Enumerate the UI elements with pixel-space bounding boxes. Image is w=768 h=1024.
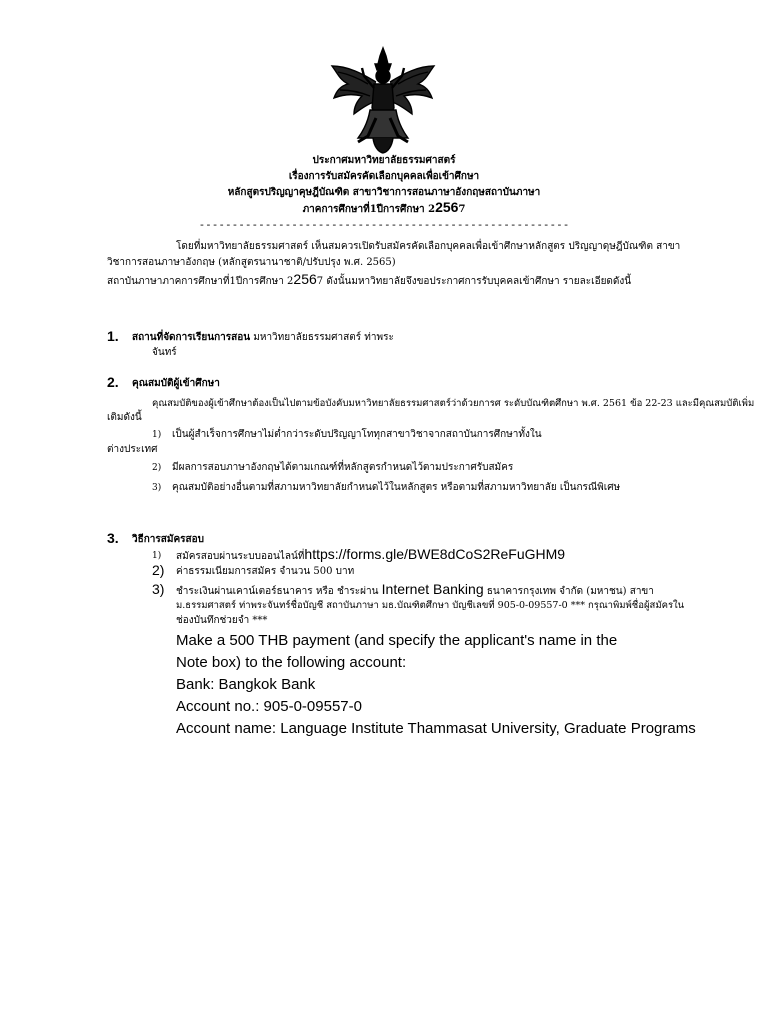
method-3-line-3: ช่องบันทึกช่วยจำ *** (176, 615, 268, 626)
qualification-3-number: 3) (152, 483, 162, 493)
section-1-continued: จันทร์ (152, 347, 177, 358)
program-title: หลักสูตรปริญญาคุษฎีบัณฑิต สาขาวิชาการสอนภาษาอังกฤษสถาบันภาษา (227, 187, 541, 198)
method-3-line-1: ชำระเงินผ่านเคาน์เตอร์ธนาคาร หรือ ชำระผ่าน Internet Banking ธนาคารกรุงเทพ จำกัด (มหาชน) สาขา (176, 581, 654, 597)
intro-line-3: สถาบันภาษาภาคการศึกษาที่1ปีการศึกษา 22567 ดังนั้นมหาวิทยาลัยจึงขอประกาศการรับบุคคลเข้าศึกษา รายละเอียดดังนี้ (107, 271, 632, 287)
intro-line-1: โดยที่มหาวิทยาลัยธรรมศาสตร์ เห็นสมควรเปิดรับสมัครคัดเลือกบุคคลเพื่อเข้าศึกษาหลักสูตร ปริญญาดุษฎีบัณฑิต สาขา (176, 241, 681, 252)
section-1-number: 1. (107, 328, 119, 344)
method-1-number: 1) (152, 551, 162, 561)
qualification-1-text: เป็นผู้สำเร็จการศึกษาไม่ต่ำกว่าระดับปริญญาโททุกสาขาวิชาจากสถาบันการศึกษาทั้งใน (172, 429, 542, 440)
qualification-1-number: 1) (152, 430, 162, 440)
payment-english-line-1: Make a 500 THB payment (and specify the applicant's name in the (176, 632, 618, 649)
separator-line: -------------------------------------------------------- (198, 218, 570, 231)
section-3-heading: วิธีการสมัครสอบ (132, 534, 204, 545)
payment-account-number: Account no.: 905-0-09557-0 (176, 698, 362, 715)
payment-bank-name: Bank: Bangkok Bank (176, 676, 316, 693)
intro-line-2: วิชาการสอนภาษาอังกฤษ (หลักสูตรนานาชาติ/ปรับปรุง พ.ศ. 2565) (107, 257, 396, 268)
announcement-title: ประกาศมหาวิทยาลัยธรรมศาสตร์ (312, 155, 456, 166)
qualification-2-number: 2) (152, 463, 162, 473)
announcement-subject: เรื่องการรับสมัครคัดเลือกบุคคลเพื่อเข้าศึกษา (288, 171, 480, 182)
qualification-2-text: มีผลการสอบภาษาอังกฤษได้ตามเกณฑ์ที่หลักสูตรกำหนดไว้ตามประกาศรับสมัคร (172, 462, 514, 473)
section-3-number: 3. (107, 530, 119, 546)
method-2-number: 2) (152, 562, 165, 578)
qualification-3-text: คุณสมบัติอย่างอื่นตามที่สภามหาวิทยาลัยกำหนดไว้ในหลักสูตร หรือตามที่สภามหาวิทยาลัย เป็นกรณีพิเศษ (172, 482, 621, 493)
section-2-para-line-1: คุณสมบัติของผู้เข้าศึกษาต้องเป็นไปตามข้อบังคับมหาวิทยาลัยธรรมศาสตร์ว่าด้วยการศ ระดับบัณฑิตศึกษา พ.ศ. 2561 ข้อ 22-23 และมีคุณสมบัติเพิ่ม (152, 398, 755, 409)
method-1-line: สมัครสอบผ่านระบบออนไลน์ที่https://forms.gle/BWE8dCoS2ReFuGHM9 (176, 546, 566, 562)
registration-link[interactable]: https://forms.gle/BWE8dCoS2ReFuGHM9 (304, 546, 566, 562)
payment-english-line-2: Note box) to the following account: (176, 654, 407, 671)
section-2-para-line-2: เติมดังนี้ (107, 412, 142, 423)
section-2-heading: คุณสมบัติผู้เข้าศึกษา (132, 378, 220, 389)
garuda-emblem (328, 46, 438, 154)
section-1-heading: สถานที่จัดการเรียนการสอน (132, 332, 251, 343)
qualification-1-continued: ต่างประเทศ (107, 444, 158, 455)
method-2-text: ค่าธรรมเนียมการสมัคร จำนวน 500 บาท (176, 566, 355, 577)
semester-line: ภาคการศึกษาที่1ปีการศึกษา 22567 (302, 199, 466, 215)
section-2-number: 2. (107, 374, 119, 390)
method-3-line-2: ม.ธรรมศาสตร์ ท่าพระจันทร์ชื่อบัญชี สถาบันภาษา มธ.บัณฑิตศึกษา บัญชีเลขที่ 905-0-09557-0 *** กรุณาพิมพ์ชื่อผู้สมัครใน (176, 600, 685, 611)
payment-account-name: Account name: Language Institute Thammasat University, Graduate Programs (176, 720, 696, 737)
section-1-line: สถานที่จัดการเรียนการสอน มหาวิทยาลัยธรรมศาสตร์ ท่าพระ (132, 332, 394, 343)
method-3-number: 3) (152, 581, 165, 597)
